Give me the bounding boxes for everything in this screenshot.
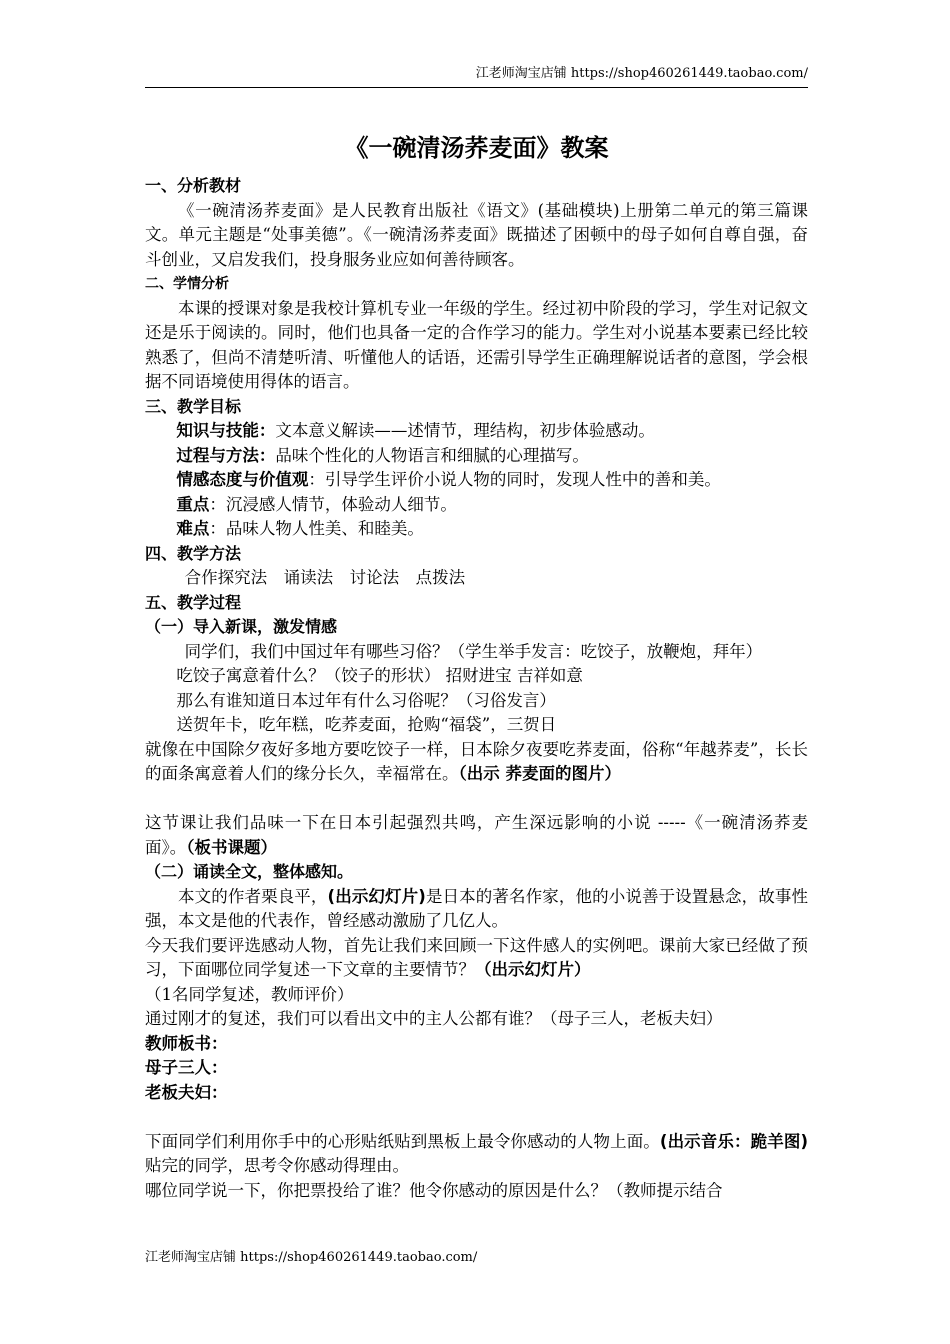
objective-item: 难点：品味人物人性美、和睦美。 [176, 519, 424, 538]
document-body [145, 128, 808, 1203]
author-paragraph: 本文的作者栗良平，(出示幻灯片)是日本的著名作家，他的小说善于设置悬念，故事性强，本文是他的代表作，曾经感动激励了几亿人。 [145, 886, 808, 930]
objective-item: 重点：沉浸感人情节，体验动人细节。 [176, 494, 457, 514]
review-paragraph: 今天我们要评选感动人物，首先让我们来回顾一下这件感人的实例吧。课前大家已经做了预习，下面哪位同学复述一下文章的主要情节？（出示幻灯片） [145, 935, 808, 979]
protagonists-paragraph: 通过刚才的复述，我们可以看出文中的主人公都有谁？（母子三人，老板夫妇） [145, 1009, 723, 1028]
section-2-paragraph: 本课的授课对象是我校计算机专业一年级的学生。经过初中阶段的学习，学生对记叙文还是乐于阅读的。同时，他们也具备一定的合作学习的能力。学生对小说基本要素已经比较熟悉了，但尚不清楚听清、听懂他人的话语，还需引导学生正确理解说话者的意图，学会根据不同语境使用得体的语言。 [145, 298, 808, 391]
page-footer: 江老师淘宝店铺 https://shop460261449.taobao.com/ [145, 1250, 478, 1265]
section-heading-2: 二、学情分析 [145, 276, 229, 292]
board-item: 母子三人： [145, 1058, 228, 1077]
retell-note: （1名同学复述，教师评价） [145, 984, 354, 1004]
intro-line: 同学们，我们中国过年有哪些习俗？（学生举手发言：吃饺子，放鞭炮，拜年） [184, 641, 763, 661]
objective-item: 知识与技能：文本意义解读——述情节，理结构，初步体验感动。 [176, 421, 655, 440]
vote-paragraph: 哪位同学说一下，你把票投给了谁？他令你感动的原因是什么？（教师提示结合 [145, 1180, 723, 1200]
lesson-title-paragraph: 这节课让我们品味一下在日本引起强烈共鸣，产生深远影响的小说 -----《一碗清汤荞麦面》。（板书课题） [145, 813, 808, 857]
section-heading-5: 五、教学过程 [145, 592, 242, 612]
objective-item: 情感态度与价值观：引导学生评价小说人物的同时，发现人性中的善和美。 [176, 470, 721, 489]
sticker-paragraph: 下面同学们利用你手中的心形贴纸贴到黑板上最令你感动的人物上面。(出示音乐：跪羊图)贴完的同学，思考令你感动得理由。 [145, 1131, 808, 1175]
document-title: 《一碗清汤荞麦面》教案 [344, 133, 609, 162]
subsection-heading-1: （一）导入新课，激发情感 [145, 617, 338, 636]
page-header: 江老师淘宝店铺 https://shop460261449.taobao.com/ [145, 64, 808, 88]
section-heading-1: 一、分析教材 [145, 176, 242, 195]
subsection-heading-2: （二）诵读全文，整体感知。 [145, 862, 354, 881]
intro-line: 送贺年卡，吃年糕，吃荞麦面，抢购“福袋”，三贺日 [176, 715, 557, 734]
board-heading: 教师板书： [145, 1033, 228, 1053]
blank-line [145, 1105, 808, 1130]
intro-paragraph: 就像在中国除夕夜好多地方要吃饺子一样，日本除夕夜要吃荞麦面，俗称“年越荞麦”，长长的面条寓意着人们的缘分长久，幸福常在。（出示 荞麦面的图片） [145, 739, 808, 783]
section-heading-3: 三、教学目标 [145, 396, 242, 416]
teaching-methods: 合作探究法 诵读法 讨论法 点拨法 [184, 568, 466, 587]
board-item: 老板夫妇： [145, 1082, 228, 1102]
blank-line [145, 787, 808, 812]
section-1-paragraph: 《一碗清汤荞麦面》是人民教育出版社《语文》(基础模块)上册第二单元的第三篇课文。单元主题是“处事美德”。《一碗清汤荞麦面》既描述了困顿中的母子如何自尊自强，奋斗创业，又启发我们，投身服务业应如何善待顾客。 [145, 200, 808, 269]
section-heading-4: 四、教学方法 [145, 543, 242, 563]
intro-line: 那么有谁知道日本过年有什么习俗呢？（习俗发言） [176, 690, 556, 710]
intro-line: 吃饺子寓意着什么？（饺子的形状） 招财进宝 吉祥如意 [176, 666, 583, 685]
objective-item: 过程与方法：品味个性化的人物语言和细腻的心理描写。 [176, 445, 589, 465]
